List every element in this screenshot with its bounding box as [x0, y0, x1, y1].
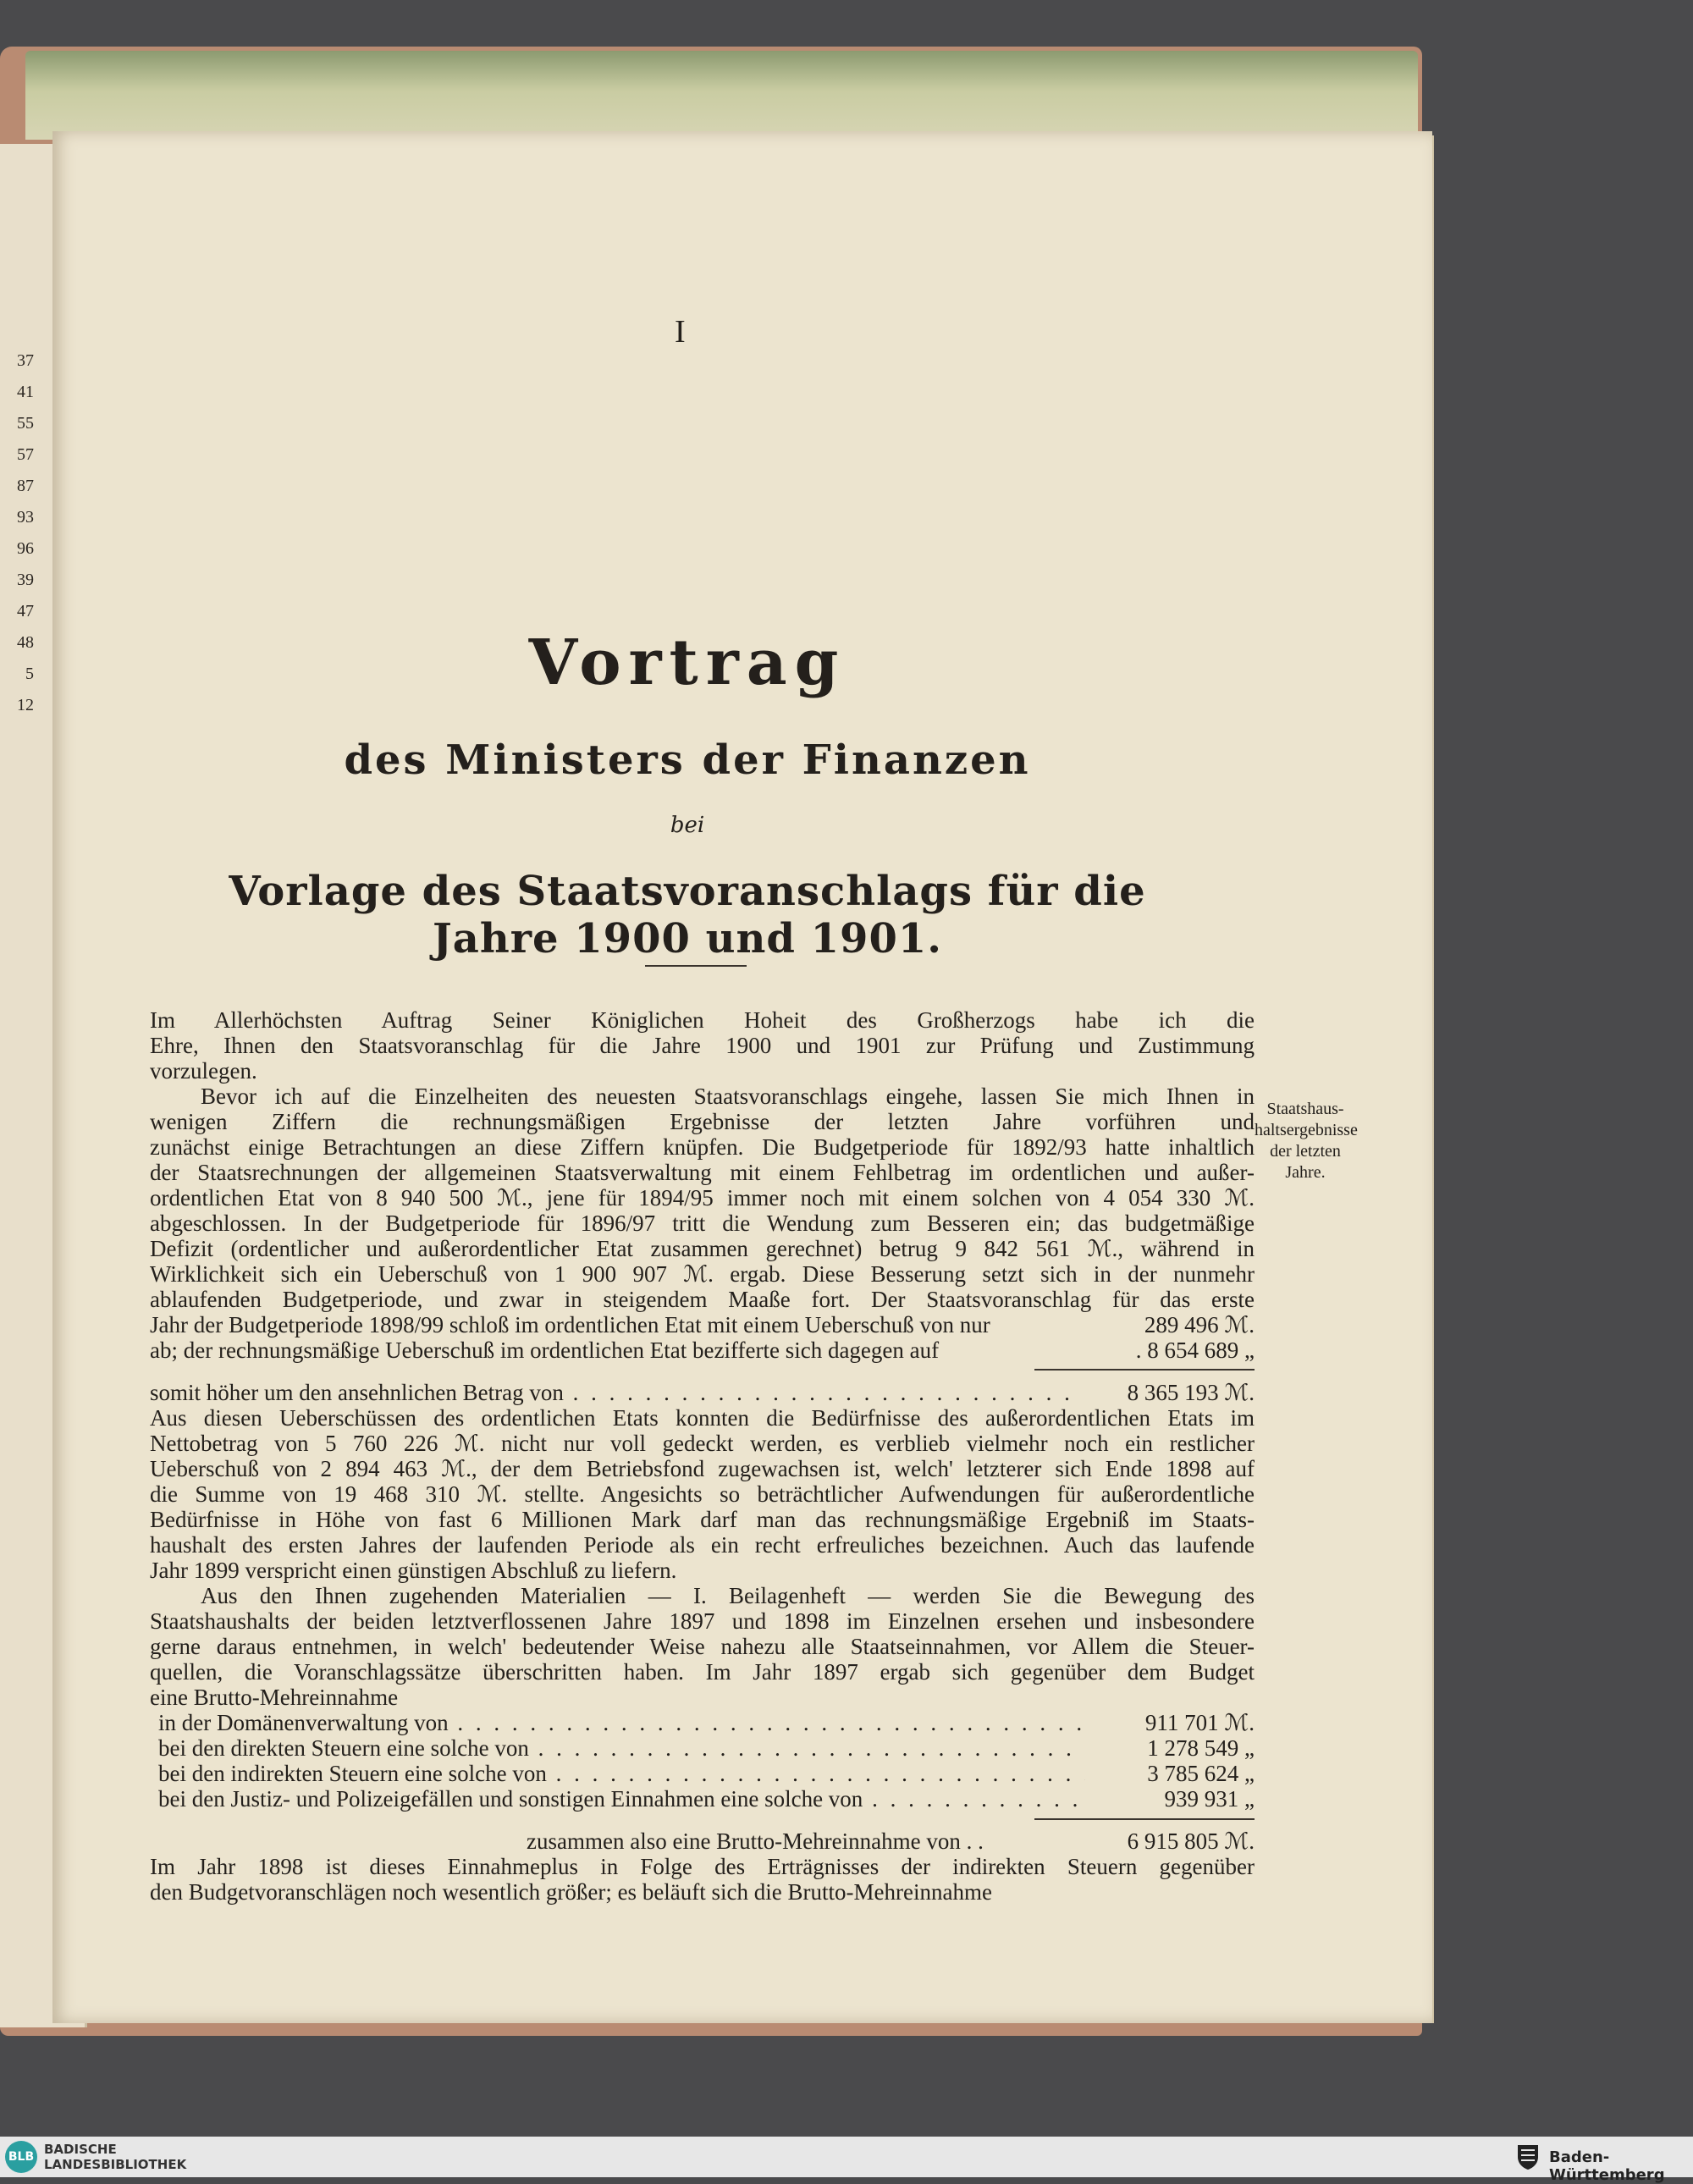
document-page: I Vortrag des Ministers der Finanzen bei Vorlage des Staatsvoranschlags für die Jahre 1900 und 1901. Im Allerhöchsten Auftrag Seiner Königlichen Hoheit des Großherzogs habe ich die Ehre, Ihnen den Staatsvoranschlag für die Jahre 1900 und 1901 zur Prüfung und Zustimmung vorzulegen. Bevor ich auf die Einzelheiten des neuesten Staatsvoranschlags eingehe, lassen Sie mich Ihnen in wenigen Ziffern die rechnungsmäßigen Ergebnisse der letzten Jahre vorführen und zunächst einige Betrachtungen an diese Ziffern knüpfen. Die Budgetperiode für 1892/93 hatte inhaltlich der Staatsrechnungen der allgemeinen Staatsverwaltung mit einem Fehlbetrag im ordentlichen und außer- ordentlichen Etat von 8 940 500 ℳ., jene für 1894/95 immer noch mit einem solchen von 4 054 330 ℳ. abgeschlossen. In der Budgetperiode für 1896/97 tritt die Wendung zum Besseren ein; das budgetmäßige Defizit (ordentlicher und außerordentlicher Etat zusammen gerechnet) betrug 9 842 561 ℳ., während in Wirklichkeit sich ein Ueberschuß von 1 900 907 ℳ. ergab. Diese Besserung setzt sich in der nunmehr ablaufenden Budgetperiode, und zwar in steigendem Maaße fort. Der Staatsvoranschlag für das erste Jahr der Budgetperiode 1898/99 schloß im ordentlichen Etat mit einem Ueberschuß von nur 289 496 ℳ. ab; der rechnungsmäßige Ueberschuß im ordentlichen Etat bezifferte sich dagegen auf . 8 654 689 „ somit höher um den ansehnlichen Betrag von . . . 8 365 193 ℳ. Aus diesen Ueberschüssen des ordentlichen Etats konnten die Bedürfnisse des außerordentlichen Etats im Nettobetrag von 5 760 226 ℳ. nicht nur voll gedeckt werden, es verblieb vielmehr noch ein restlicher Ueberschuß von 2 894 463 ℳ., der dem Betriebsfond zugewachsen ist, welch' letzterer sich Ende 1898 auf die Summe von 19 468 310 ℳ. stellte. Angesichts so beträchtlicher Aufwendungen für außerordentliche Bedürfnisse in Höhe von fast 6 Millionen Mark darf man das rechnungsmäßige Ergebniß im Staats- haushalt des ersten Jahres der laufenden Periode als ein recht erfreuliches bezeichnen. Auch das laufende Jahr 1899 verspricht einen günstigen Abschluß zu liefern. Aus den Ihnen zugehenden Materialien — I. Beilagenheft — werden Sie die Bewegung des Staatshaushalts der beiden letztverflossenen Jahre 1897 und 1898 im Einzelnen ersehen und insbesondere gerne daraus entnehmen, in welch' bedeutender Weise nahezu alle Staatseinnahmen, vor Allem die Steuer- quellen, die Voranschlagssätze überschritten haben. Im Jahr 1897 ergab sich gegenüber dem Budget eine Brutto-Mehreinnahme in der Domänenverwaltung von . . . 911 701 ℳ. bei den direkten Steuern eine solche von . . . 1 278 549 „ bei den indirekten Steuern eine solche von . . . 3 785 624 „ bei den Justiz- und Polizeigefällen und sonstigen Einnahmen eine solche von . . . 939 931 „ zusammen also eine Brutto-Mehreinnahme von . . 6 915 805 ℳ. Im Jahr 1898 ist dieses Einnahmeplus in Folge des Erträgnisses der indirekten Steuern gegenüber den Budgetvoranschlägen noch wesentlich größer; es beläuft sich die Brutto-Mehreinnahme Staatshaus- haltsergebnisse der letzten Jahre. [52, 131, 1432, 2023]
line-number: 39 [17, 571, 34, 589]
text-line: Bedürfnisse in Höhe von fast 6 Millionen Mark darf man das rechnungsmäßige Ergebniß im Staats- [150, 1507, 1255, 1532]
text-line: Wirklichkeit sich ein Ueberschuß von 1 900 907 ℳ. ergab. Diese Besserung setzt sich in der nunmehr [150, 1261, 1255, 1287]
text-line: den Budgetvoranschlägen noch wesentlich größer; es beläuft sich die Brutto-Mehreinnahme [150, 1879, 992, 1905]
text-line: Im Allerhöchsten Auftrag Seiner Königlichen Hoheit des Großherzogs habe ich die [150, 1007, 1255, 1033]
page-subtitle-2: Vorlage des Staatsvoranschlags für die Jahre 1900 und 1901. [229, 868, 1146, 962]
text-line: die Summe von 19 468 310 ℳ. stellte. Angesichts so beträchtlicher Aufwendungen für außerordentliche [150, 1481, 1255, 1507]
line-number: 96 [17, 539, 34, 558]
text-line: vorzulegen. [150, 1058, 257, 1084]
text-line: Aus diesen Ueberschüssen des ordentlichen Etats konnten die Bedürfnisse des außerordentlichen Etats im [150, 1405, 1255, 1431]
total-label: zusammen also eine Brutto-Mehreinnahme von . . [527, 1828, 984, 1854]
line-number: 5 [25, 665, 34, 683]
page-title: Vortrag [528, 626, 846, 699]
page-folio: I [675, 314, 686, 350]
line-number: 48 [17, 633, 34, 652]
text-line: haushalt des ersten Jahres der laufenden Periode als ein recht erfreuliches bezeichnen. Auch das laufende [150, 1532, 1255, 1558]
text-line: zunächst einige Betrachtungen an diese Ziffern knüpfen. Die Budgetperiode für 1892/93 hatte inhaltlich [150, 1134, 1255, 1160]
revenue-row: bei den Justiz- und Polizeigefällen und sonstigen Einnahmen eine solche von . . . 939 931 „ [158, 1786, 1255, 1815]
text-line: Staatshaushalts der beiden letztverflossenen Jahre 1897 und 1898 im Einzelnen ersehen und insbesondere [150, 1608, 1255, 1634]
revenue-row: bei den direkten Steuern eine solche von . . . 1 278 549 „ [158, 1735, 1255, 1764]
baden-wuerttemberg-label[interactable]: Baden-Württemberg [1549, 2148, 1665, 2184]
text-line: eine Brutto-Mehreinnahme [150, 1685, 399, 1710]
text-line: abgeschlossen. In der Budgetperiode für 1896/97 tritt die Wendung zum Besseren ein; das budgetmäßige [150, 1211, 1255, 1236]
line-number: 93 [17, 508, 34, 527]
line-number: 55 [17, 414, 34, 433]
text-line: gerne daraus entnehmen, in welch' bedeutender Weise nahezu alle Staatseinnahmen, vor Allem die Steuer- [150, 1634, 1255, 1659]
viewer-footer [0, 2137, 1693, 2184]
text-line: quellen, die Voranschlagssätze überschritten haben. Im Jahr 1897 ergab sich gegenüber dem Budget [150, 1659, 1255, 1685]
total-value: 6 915 805 ℳ. [1127, 1828, 1255, 1854]
text-line: Aus den Ihnen zugehenden Materialien — I. Beilagenheft — werden Sie die Bewegung des [201, 1583, 1255, 1608]
text-line: Bevor ich auf die Einzelheiten des neuesten Staatsvoranschlags eingehe, lassen Sie mich Ihnen in [201, 1084, 1255, 1109]
text-line: Ueberschuß von 2 894 463 ℳ., der dem Betriebsfond zugewachsen ist, welch' letzterer sich Ende 1898 auf [150, 1456, 1255, 1481]
line-number: 41 [17, 383, 34, 401]
text-line: Im Jahr 1898 ist dieses Einnahmeplus in Folge des Erträgnisses der indirekten Steuern gegenüber [150, 1854, 1255, 1879]
baden-wuerttemberg-crest-icon [1515, 2143, 1541, 2170]
text-line: Defizit (ordentlicher und außerordentlicher Etat zusammen gerechnet) betrug 9 842 561 ℳ., während in [150, 1236, 1255, 1261]
page-subtitle: des Ministers der Finanzen [344, 736, 1031, 784]
text-line: ab; der rechnungsmäßige Ueberschuß im ordentlichen Etat bezifferte sich dagegen auf [150, 1337, 940, 1363]
text-line: Jahr der Budgetperiode 1898/99 schloß im ordentlichen Etat mit einem Ueberschuß von nur [150, 1312, 990, 1337]
page-edges [25, 51, 1418, 140]
line-number: 12 [17, 696, 34, 714]
difference-row: somit höher um den ansehnlichen Betrag von . . . 8 365 193 ℳ. [150, 1380, 1255, 1409]
revenue-row: bei den indirekten Steuern eine solche von . . . 3 785 624 „ [158, 1761, 1255, 1790]
text-line: der Staatsrechnungen der allgemeinen Staatsverwaltung mit einem Fehlbetrag im ordentlichen und außer- [150, 1160, 1255, 1185]
text-line: Nettobetrag von 5 760 226 ℳ. nicht nur voll gedeckt werden, es verblieb vielmehr noch ein restlicher [150, 1431, 1255, 1456]
text-line: ordentlichen Etat von 8 940 500 ℳ., jene für 1894/95 immer noch mit einem solchen von 4 054 330 ℳ. [150, 1185, 1255, 1211]
line-number: 47 [17, 602, 34, 620]
margin-note: Staatshaus- haltsergebnisse der letzten Jahre. [1255, 1100, 1358, 1182]
sum-rule [1034, 1369, 1255, 1371]
title-rule [645, 965, 747, 967]
blb-logo-text[interactable]: BADISCHE LANDESBIBLIOTHEK [44, 2142, 187, 2172]
text-line: Ehre, Ihnen den Staatsvoranschlag für die Jahre 1900 und 1901 zur Prüfung und Zustimmung [150, 1033, 1255, 1058]
text-line: ablaufenden Budgetperiode, und zwar in steigendem Maaße fort. Der Staatsvoranschlag für das erste [150, 1287, 1255, 1312]
line-number: 87 [17, 477, 34, 495]
subtitle-connector: bei [670, 813, 705, 838]
text-line: wenigen Ziffern die rechnungsmäßigen Ergebnisse der letzten Jahre vorführen und [150, 1109, 1255, 1134]
line-number: 57 [17, 445, 34, 464]
text-line: Jahr 1899 verspricht einen günstigen Abschluß zu liefern. [150, 1558, 677, 1583]
total-row [527, 1828, 1255, 1855]
sum-rule [1034, 1818, 1255, 1820]
revenue-row: in der Domänenverwaltung von . . . 911 701 ℳ. [158, 1710, 1255, 1739]
blb-logo-icon[interactable]: BLB [5, 2141, 37, 2173]
line-number: 37 [17, 351, 34, 370]
